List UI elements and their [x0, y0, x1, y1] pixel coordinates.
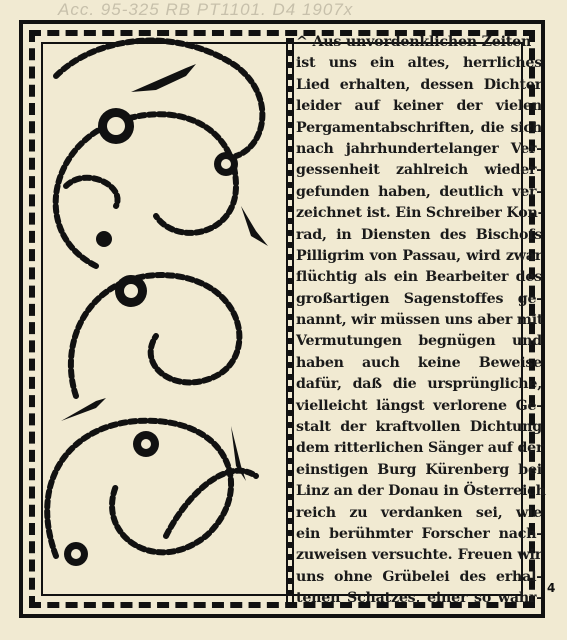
text-line: nach jahrhundertelanger Ver- [296, 140, 542, 157]
text-line: dem ritterlichen Sänger auf der [296, 440, 544, 457]
text-line: uns ohne Grübelei des erhal- [296, 568, 542, 585]
text-line: einstigen Burg Kürenberg bei [296, 461, 542, 478]
text-line: ist uns ein altes, herrliches [296, 55, 542, 72]
vine-ornament-illustration [36, 36, 268, 591]
library-shelfmark-annotation: Acc. 95-325 RB PT1101. D4 1907x [58, 0, 354, 19]
text-line: gefunden haben, deutlich ver- [296, 183, 542, 200]
text-line: Pergamentabschriften, die sich [296, 119, 542, 136]
text-line: Linz an der Donau in Österreich [296, 483, 546, 500]
page-number: 4 [547, 581, 556, 595]
text-line: tenen Schatzes, einer so wahr- [296, 590, 542, 607]
text-line: rad, in Diensten des Bischofs [296, 226, 542, 243]
paragraph-marker-icon: ^ [296, 34, 308, 50]
text-line: vielleicht längst verlorene Ge- [296, 397, 542, 414]
text-line: flüchtig als ein Bearbeiter des [296, 269, 542, 286]
text-line: haben auch keine Beweise [296, 354, 542, 371]
text-line: leider auf keiner der vielen [296, 98, 542, 115]
text-line: gessenheit zahlreich wieder- [296, 162, 542, 179]
text-line: ein berühmter Forscher nach- [296, 525, 542, 542]
text-line: stalt der kraftvollen Dichtung [296, 419, 542, 436]
text-line: ^ Aus unvordenklichen Zeiten [296, 34, 532, 50]
text-line: zeichnet ist. Ein Schreiber Kon- [296, 205, 544, 222]
text-line: großartigen Sagenstoffes ge- [296, 290, 542, 307]
text-line: reich zu verdanken sei, wie [296, 504, 542, 521]
text-line: Pilligrim von Passau, wird zwar [296, 247, 542, 264]
text-line: zuweisen versuchte. Freuen wir [296, 547, 542, 564]
text-line: nannt, wir müssen uns aber mit [296, 312, 544, 329]
text-line: Vermutungen begnügen und [296, 333, 542, 350]
body-text-column [296, 32, 546, 607]
text-line: dafür, daß die ursprüngliche, [296, 376, 542, 393]
column-divider [286, 38, 294, 606]
text-line: Lied erhalten, dessen Dichter [296, 76, 542, 93]
